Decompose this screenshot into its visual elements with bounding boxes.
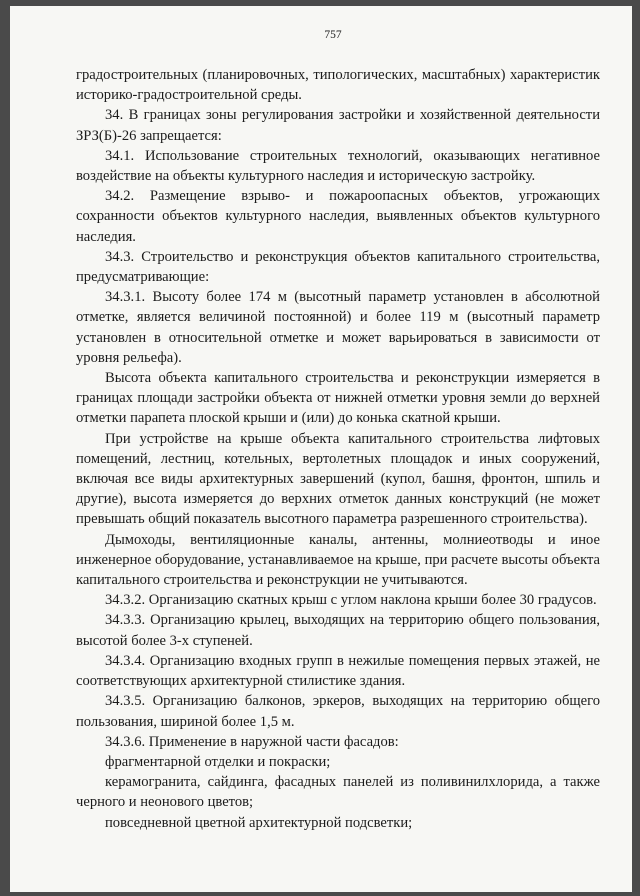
document-body — [76, 65, 600, 833]
paragraph: 34.3.1. Высоту более 174 м (высотный параметр установлен в абсолютной отметке, является величиной постоянной) и более 119 м (высотный параметр установлен в относительной отметке и может варьироваться в зависимости от уровня рельефа). — [76, 289, 600, 366]
paragraph: 34.3.5. Организацию балконов, эркеров, выходящих на территорию общего пользования, шириной более 1,5 м. — [76, 693, 600, 730]
paragraph: повседневной цветной архитектурной подсветки; — [105, 814, 413, 831]
paragraph: фрагментарной отделки и покраски; — [105, 753, 331, 770]
paragraph: При устройстве на крыше объекта капитального строительства лифтовых помещений, лестниц, котельных, вертолетных площадок и иных сооружений, включая все виды архитектурных завершений (купол, башня, фронтон, шпиль и другие), высота измеряется до верхних отметок данных конструкций (не может превышать общий показатель высотного параметра разрешенного строительства). — [76, 430, 600, 528]
paragraph: Дымоходы, вентиляционные каналы, антенны, молниеотводы и иное инженерное оборудование, устанавливаемое на крыше, при расчете высоты объекта капитального строительства и реконструкции не учитываются. — [76, 531, 600, 589]
paragraph: градостроительных (планировочных, типологических, масштабных) характеристик историко-градостроительной среды. — [76, 67, 600, 104]
paragraph: Высота объекта капитального строительства и реконструкции измеряется в границах площади застройки объекта от нижней отметки уровня земли до верхней отметки парапета плоской крыши и (или) до конька скатной крыши. — [76, 370, 600, 427]
paragraph: 34. В границах зоны регулирования застройки и хозяйственной деятельности ЗРЗ(Б)-26 запрещается: — [76, 107, 600, 144]
document-page — [10, 6, 632, 892]
paragraph: 34.3.3. Организацию крылец, выходящих на территорию общего пользования, высотой более 3-х ступеней. — [76, 612, 600, 649]
paragraph: 34.1. Использование строительных технологий, оказывающих негативное воздействие на объекты культурного наследия и историческую застройку. — [76, 147, 600, 185]
paragraph: 34.2. Размещение взрыво- и пожароопасных объектов, угрожающих сохранности объектов культурного наследия, выявленных объектов культурного наследия. — [76, 188, 600, 245]
paragraph: керамогранита, сайдинга, фасадных панелей из поливинилхлорида, а также черного и неонового цветов; — [76, 774, 600, 811]
paragraph: 34.3.2. Организацию скатных крыш с углом наклона крыши более 30 градусов. — [105, 592, 597, 609]
paragraph: 34.3. Строительство и реконструкция объектов капитального строительства, предусматривающие: — [76, 248, 600, 286]
page-number: 757 — [324, 29, 342, 41]
paragraph: 34.3.6. Применение в наружной части фасадов: — [105, 733, 399, 750]
paragraph: 34.3.4. Организацию входных групп в нежилые помещения первых этажей, не соответствующих архитектурной стилистике здания. — [76, 652, 600, 690]
